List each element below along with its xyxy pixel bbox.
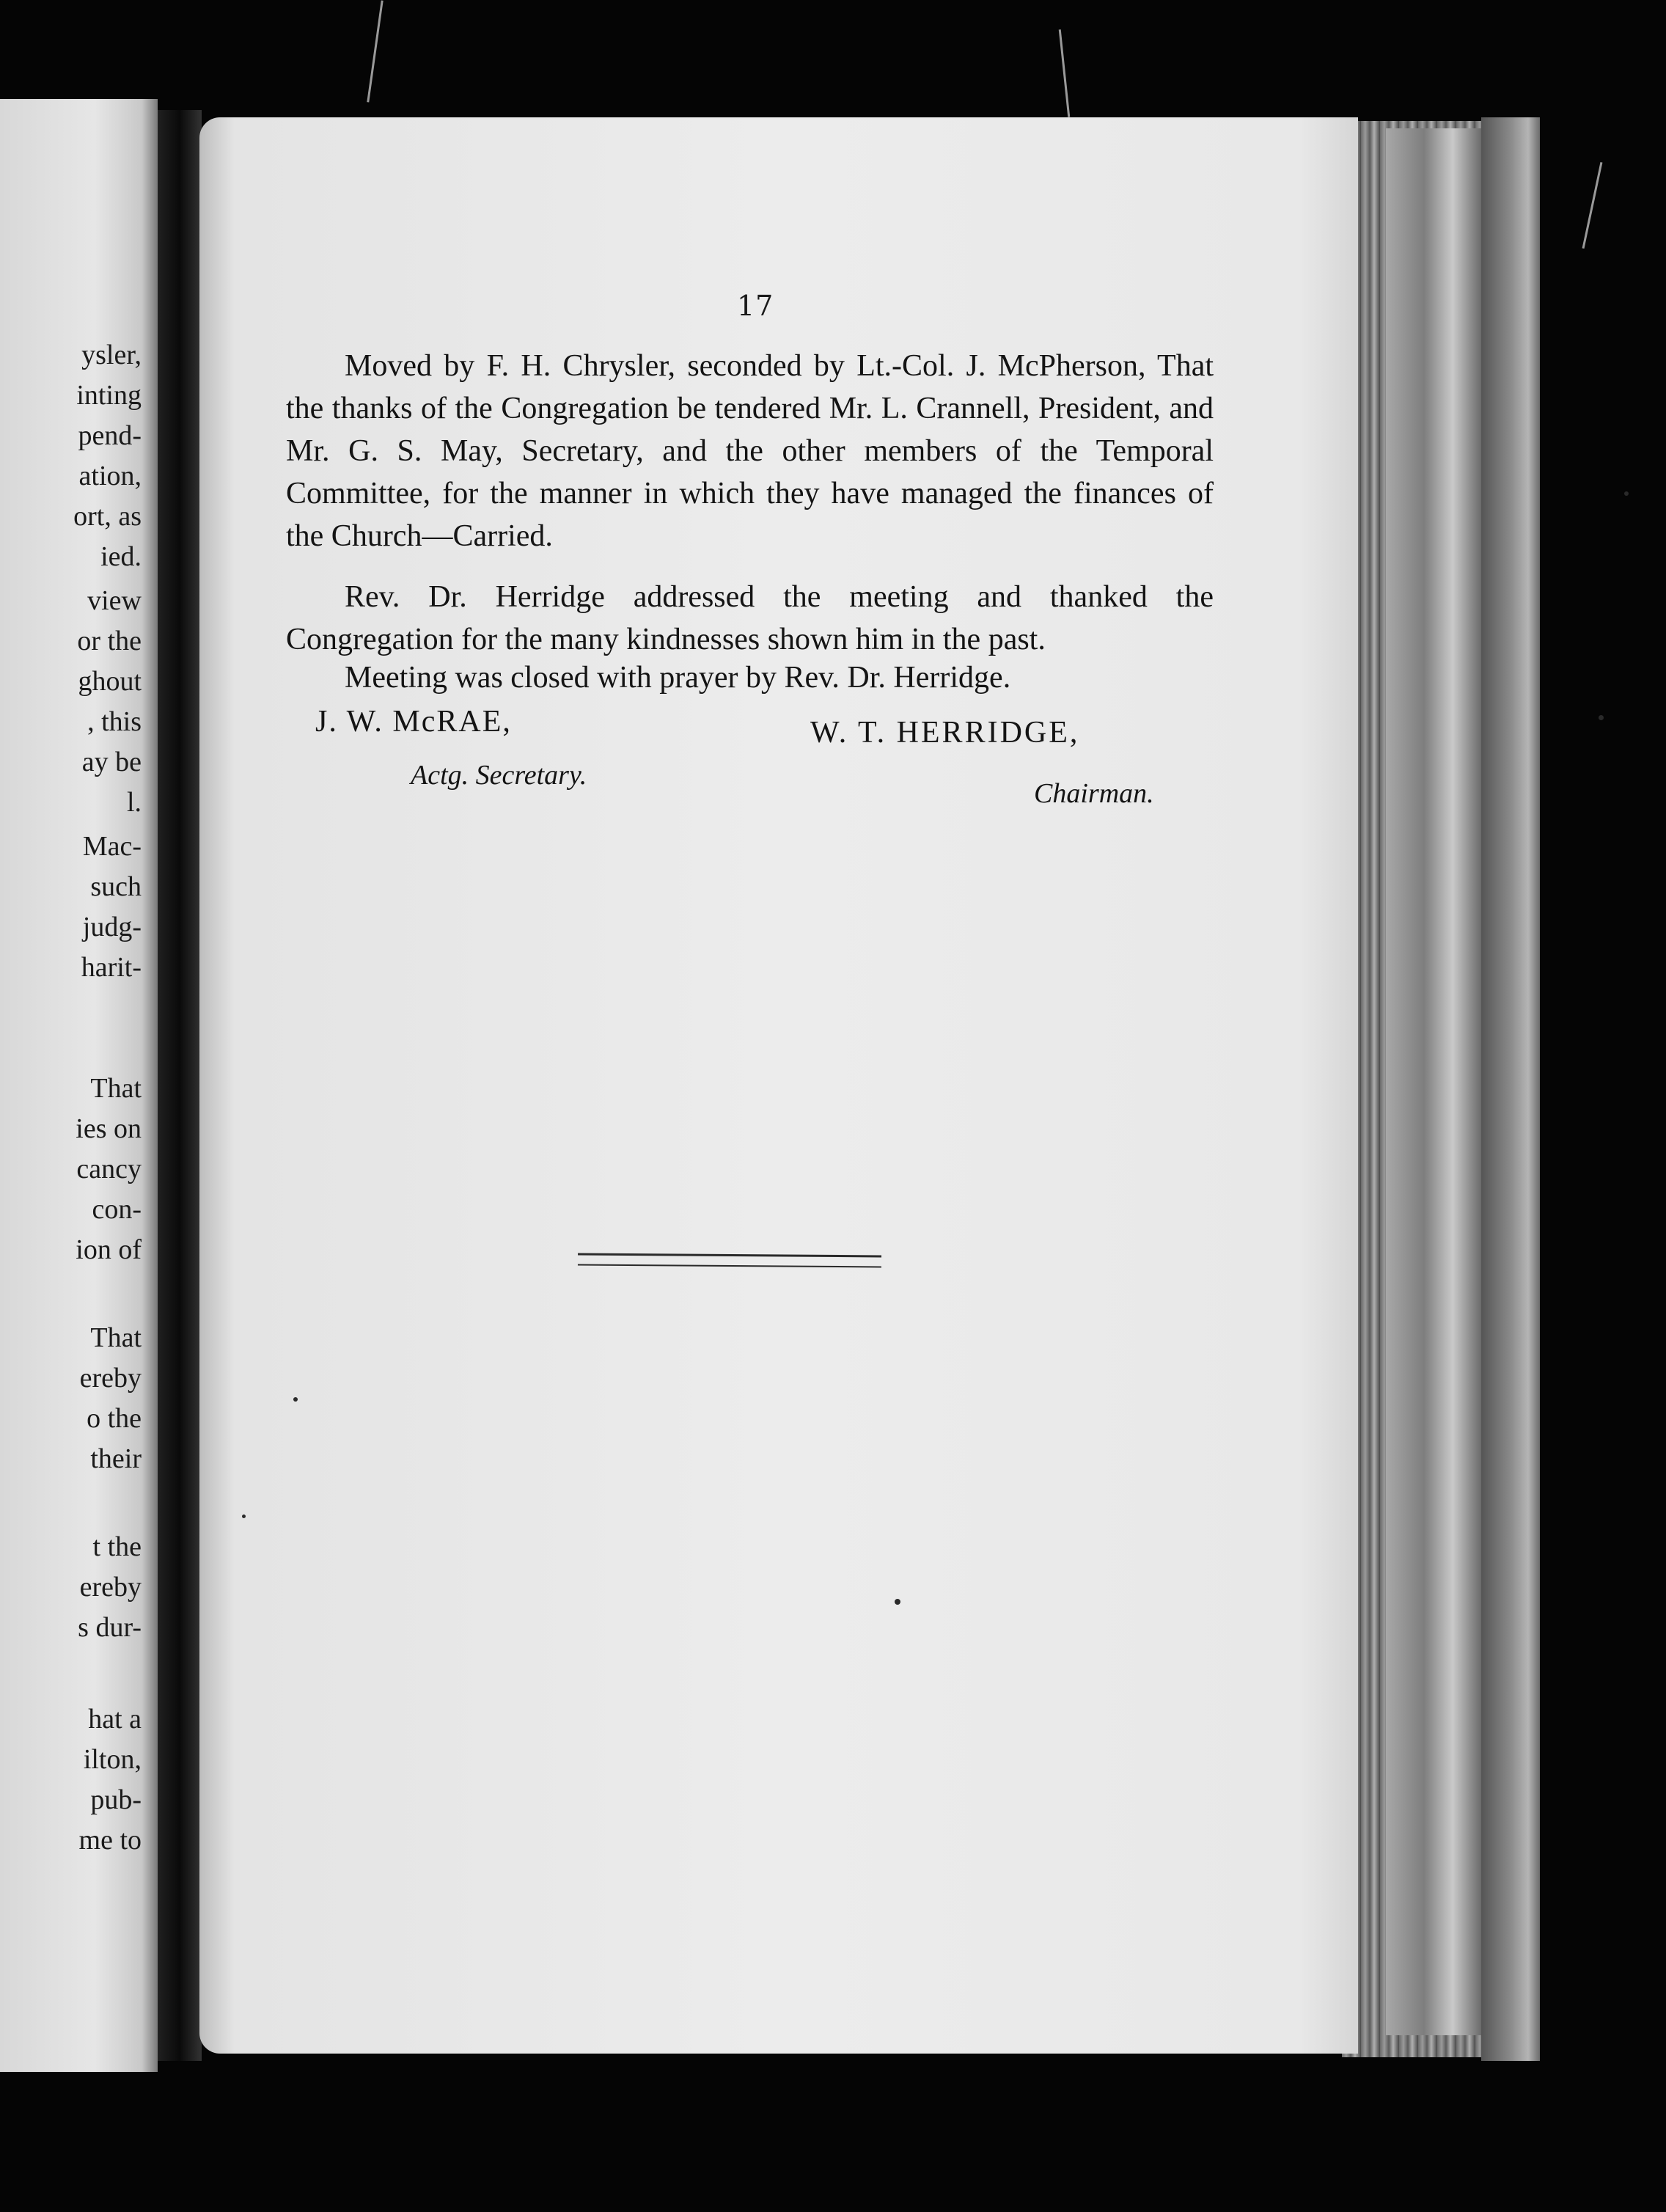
left-page-fragment: ghout (78, 666, 142, 697)
left-page-fragment: ay be (81, 747, 142, 777)
left-page-fragment: That (90, 1322, 142, 1353)
left-page-fragment: s dur- (78, 1612, 142, 1643)
left-page-fragment: , this (87, 706, 142, 737)
left-page-fragment: me to (78, 1825, 142, 1856)
left-page-fragment: their (90, 1443, 142, 1474)
left-page-fragment: ort, as (73, 501, 142, 532)
signature-chairman-title: Chairman. (1034, 778, 1154, 809)
dust-speck (1599, 715, 1604, 720)
book-gutter (158, 110, 202, 2061)
left-page-fragment: ies on (76, 1113, 142, 1144)
paragraph-motion: Moved by F. H. Chrysler, seconded by Lt.-Col. J. McPherson, That the thanks of the Congregation be tendered Mr. L. Crannell, President, and Mr. G. S. May, Secretary, and the other members of the Temporal Committee, for the manner in which they have managed the finances of the Church—Carried. (286, 349, 1214, 553)
left-page-fragment: That (90, 1073, 142, 1104)
stray-thread (1059, 29, 1071, 117)
left-page-fragment: pub- (90, 1784, 142, 1815)
page-number: 17 (737, 290, 774, 322)
left-page-fragment: inting (76, 380, 142, 411)
left-page-fragment: ysler, (81, 340, 142, 370)
signature-chairman-name: W. T. HERRIDGE, (810, 716, 1080, 750)
left-page-fragment: ied. (100, 541, 142, 572)
left-page-fragment: con- (92, 1194, 142, 1225)
left-page-fragment: Mac- (82, 831, 142, 862)
stray-thread (367, 0, 383, 102)
left-page-fragment: or the (77, 626, 142, 656)
left-page-fragment: harit- (81, 952, 142, 983)
left-page-fragment: hat a (88, 1704, 142, 1735)
left-page-fragment: judg- (82, 912, 142, 942)
signature-secretary-name: J. W. McRAE, (315, 705, 512, 739)
paragraph-closing: Meeting was closed with prayer by Rev. Dr. Herridge. (345, 661, 1011, 695)
left-page-fragment: o the (87, 1403, 142, 1434)
left-page-fragment: l. (126, 787, 142, 818)
left-page-fragment: ation, (78, 461, 142, 491)
book-cover-edge (1481, 117, 1540, 2061)
left-page (0, 99, 158, 2072)
dust-speck (293, 1397, 298, 1402)
paragraph-address: Rev. Dr. Herridge addressed the meeting and thanked the Congregation for the many kindnesses shown him in the past. (286, 580, 1214, 656)
left-page-fragment: view (87, 585, 142, 616)
left-page-fragment: ilton, (83, 1744, 142, 1775)
dust-speck (242, 1515, 246, 1518)
dust-speck (895, 1599, 900, 1605)
left-page-fragment: t the (92, 1531, 142, 1562)
stray-thread (1582, 162, 1603, 249)
dust-speck (1624, 491, 1629, 496)
left-page-fragment: ion of (76, 1234, 142, 1265)
left-page-fragment: pend- (78, 420, 142, 451)
left-page-fragment: ereby (79, 1572, 142, 1603)
page-edges-front (1386, 128, 1481, 2035)
left-page-fragment: such (90, 871, 142, 902)
left-page-fragment: ereby (79, 1363, 142, 1394)
left-page-fragment: cancy (76, 1154, 142, 1184)
double-rule-divider (578, 1253, 881, 1268)
signature-secretary-title: Actg. Secretary. (411, 760, 587, 791)
